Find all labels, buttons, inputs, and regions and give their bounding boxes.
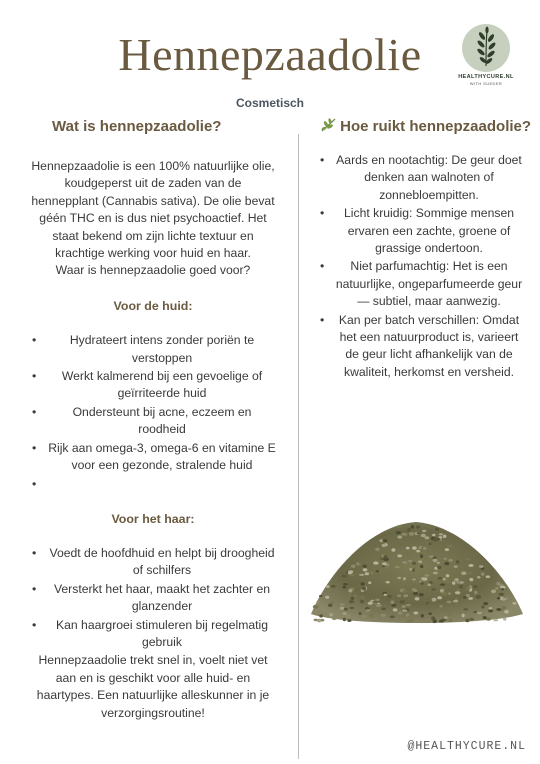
smell-list [318,152,524,381]
list-item: • Versterkt het haar, maakt het zachter en glanzender [30,581,276,616]
list-item: • Werkt kalmerend bij een gevoelige of geïrriteerde huid [30,368,276,403]
hair-heading: Voor het haar: [111,511,195,526]
hemp-seeds-image [305,510,527,630]
list-item: • Licht kruidig: Sommige mensen ervaren een zachte, groene of grassige ondertoon. [318,205,524,257]
left-heading: Wat is hennepzaadolie? [52,118,222,135]
list-item: • Niet parfumachtig: Het is een natuurlijke, ongeparfumeerde geur — subtiel, maar aanwezig. [318,258,524,310]
logo-brand-name: HEALTHYCURE.NL [458,74,514,80]
herb-icon [320,118,340,135]
closing-paragraph: Hennepzaadolie trekt snel in, voelt niet vet aan en is geschikt voor alle huid- en haartypes. Een natuurlijke alleskunner in je verzorgingsroutine! [36,653,270,720]
list-item: • Ondersteunt bij acne, eczeem en roodheid [30,404,276,439]
right-column [318,152,524,382]
skin-heading: Voor de huid: [113,298,193,313]
right-heading-wrap [320,118,531,135]
list-item: • Aards en nootachtig: De geur doet denken aan walnoten of zonnebloempitten. [318,152,524,204]
hair-list [30,545,276,651]
right-heading: Hoe ruikt hennepzaadolie? [340,118,532,135]
question-line: Waar is hennepzaadolie goed voor? [55,263,251,278]
left-column [30,158,276,722]
list-item: • Rijk aan omega-3, omega-6 en vitamine E voor een gezonde, stralende huid [30,440,276,475]
olive-branch-icon [462,24,510,72]
list-item [30,476,276,493]
list-item: • Voedt de hoofdhuid en helpt bij droogheid of schilfers [30,545,276,580]
social-handle: @HEALTHYCURE.NL [407,740,526,753]
list-item: • Kan per batch verschillen: Omdat het een natuurproduct is, varieert de geur licht afhankelijk van de kwaliteit, herkomst en versheid. [318,312,524,382]
list-item: • Kan haargroei stimuleren bij regelmatig gebruik [30,617,276,652]
page-subtitle: Cosmetisch [235,96,305,110]
list-item: • Hydrateert intens zonder poriën te verstoppen [30,332,276,367]
brand-logo [462,24,510,72]
column-divider [298,134,299,759]
page-title: Hennepzaadolie [118,29,422,80]
skin-list [30,332,276,492]
intro-paragraph: Hennepzaadolie is een 100% natuurlijke olie, koudgeperst uit de zaden van de hennepplant (Cannabis sativa). De olie bevat géén THC en is dus niet psychoactief. Het staat bekend om zijn lichte textuur en krachtige werking voor huid en haar. [31,159,275,261]
logo-tagline: WITH SUEDER [469,81,503,86]
